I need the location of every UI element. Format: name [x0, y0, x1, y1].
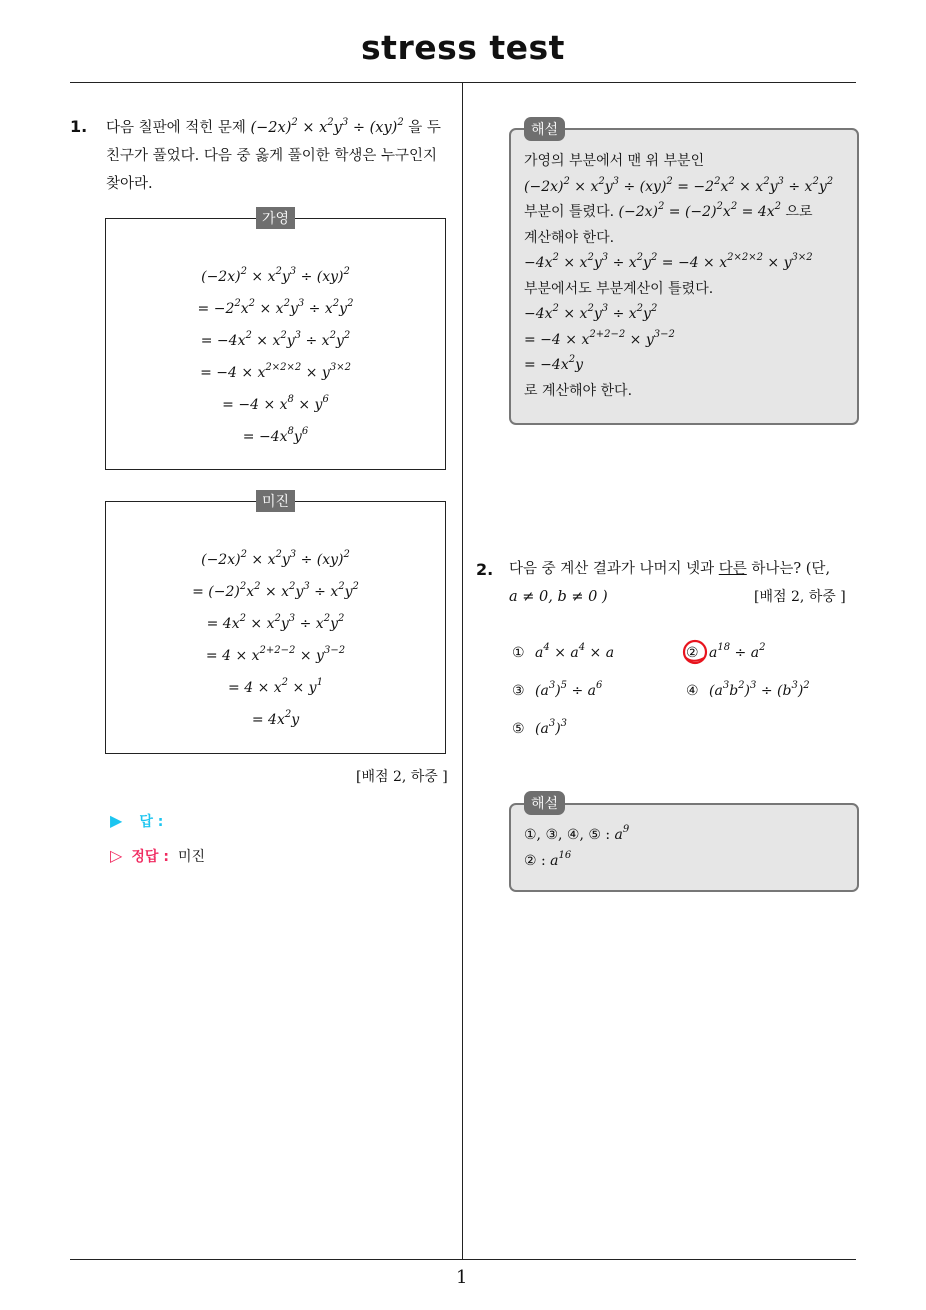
answer-line: [110, 811, 163, 831]
choice-mark: ④: [686, 683, 699, 699]
question-text-line: 친구가 풀었다. 다음 중 옳게 풀이한 학생은 누구인지: [106, 148, 438, 164]
header-rule: [70, 82, 856, 83]
explanation-line: [524, 823, 629, 849]
calc-line: = $-4 \times x^{2\times 2\times 2} \times y^{3\times 2}$: [200, 362, 351, 381]
choice-mark: ②: [686, 645, 699, 661]
calc-line: = $4x^2 \times x^2y^3 \div x^2y^2$: [206, 613, 345, 632]
box-label-mijin: 미진: [256, 490, 295, 512]
explanation-label: 해설: [524, 791, 565, 815]
question-text-part: 하나는? (단,: [751, 561, 831, 577]
calc-line: = $4 \times x^{2+2-2} \times y^{3-2}$: [205, 645, 346, 664]
choice-4[interactable]: [686, 680, 810, 699]
question-text-line: 찾아라.: [106, 176, 153, 192]
column-divider: [462, 83, 463, 1259]
explanation-text: 으로: [785, 204, 813, 220]
explanation-expression: $(-2x)^2 = (-2)^2x^2 = 4x^2$: [618, 201, 782, 220]
calc-line: = $-2^2x^2 \times x^2y^3 \div x^2y^2$: [197, 298, 354, 317]
question-text: [106, 114, 458, 198]
score-info: [배점 2, 하중 ]: [356, 769, 448, 785]
choice-mark: ⑤: [512, 721, 525, 737]
problem-expression: $(-2x)^2 \times x^2y^3 \div (xy)^2$: [250, 117, 404, 136]
choice-expression: $a^{18} \div a^2$: [709, 642, 766, 661]
explanation-box-q1: [509, 128, 859, 425]
explanation-text: 부분이 틀렸다.: [524, 204, 615, 220]
solution-box-mijin: [105, 501, 446, 754]
question-text-part: 다음 중 계산 결과가 나머지 넷과: [509, 561, 715, 577]
answer-label: 답 :: [139, 814, 164, 830]
explanation-line: = $-4 \times x^{2+2-2} \times y^{3-2}$: [524, 328, 675, 348]
correct-answer-label: 정답 :: [131, 849, 169, 865]
calc-line: = $(-2)^2x^2 \times x^2y^3 \div x^2y^2$: [192, 581, 359, 600]
choice-expression: $(a^3)^5 \div a^6$: [535, 680, 603, 699]
page-number: 1: [456, 1267, 468, 1288]
question-number: 2.: [476, 560, 494, 579]
question-text-part: 을 두: [408, 120, 441, 136]
explanation-line: 계산해야 한다.: [524, 229, 615, 246]
calc-line: $(-2x)^2 \times x^2y^3 \div (xy)^2$: [201, 549, 350, 568]
explanation-text: ①, ③, ④, ⑤ :: [524, 827, 611, 843]
choice-1[interactable]: [512, 642, 615, 661]
score-info: [배점 2, 하중 ]: [754, 589, 846, 605]
question-number: 1.: [70, 117, 88, 136]
selected-circle-icon: [680, 638, 710, 666]
calc-line: = $-4 \times x^8 \times y^6$: [222, 394, 329, 413]
explanation-text: ② :: [524, 852, 546, 869]
play-outline-icon: ▷: [110, 846, 123, 865]
page-title: stress test: [361, 28, 565, 67]
play-icon: ▶: [110, 811, 123, 830]
calc-line: = $-4x^8y^6$: [242, 426, 309, 445]
explanation-label: 해설: [524, 117, 565, 141]
choice-expression: $(a^3b^2)^3 \div (b^3)^2$: [709, 680, 810, 699]
question-text-part: 다음 칠판에 적힌 문제: [106, 120, 246, 136]
box-label-gayoung: 가영: [256, 207, 295, 229]
calc-line: = $4 \times x^2 \times y^1$: [228, 677, 323, 696]
explanation-expression: $a^9$: [614, 824, 630, 843]
explanation-line: $(-2x)^2 \times x^2y^3 \div (xy)^2 = -2^2x^2 \times x^2y^3 \div x^2y^2$: [524, 175, 834, 195]
explanation-line: 로 계산해야 한다.: [524, 382, 633, 399]
explanation-line: $-4x^2 \times x^2y^3 \div x^2y^2$: [524, 303, 658, 322]
footer-rule: [70, 1259, 856, 1260]
explanation-line: [524, 849, 629, 875]
explanation-box-q2: [509, 803, 859, 892]
choice-3[interactable]: [512, 680, 603, 699]
calc-line: = $4x^2y$: [251, 709, 300, 728]
correct-answer-line: [110, 846, 205, 866]
explanation-line: $-4x^2 \times x^2y^3 \div x^2y^2 = -4 \times x^{2\times 2\times 2} \times y^{3\times 2}$: [524, 252, 813, 271]
choice-expression: $a^4 \times a^4 \times a$: [535, 642, 615, 661]
explanation-line: 가영의 부분에서 맨 위 부분인: [524, 153, 705, 169]
choice-mark: ①: [512, 645, 525, 661]
choice-expression: $(a^3)^3$: [535, 718, 568, 737]
explanation-line: 부분에서도 부분계산이 틀렸다.: [524, 280, 714, 297]
explanation-line: [524, 200, 833, 226]
question-condition: a ≠ 0, b ≠ 0 ): [509, 589, 608, 605]
underlined-word: 다른: [718, 561, 747, 577]
explanation-expression: $a^{16}$: [550, 849, 572, 869]
choice-5[interactable]: [512, 718, 568, 737]
explanation-line: = $-4x^2y$: [524, 354, 584, 373]
solution-box-gayoung: [105, 218, 446, 470]
calc-line: = $-4x^2 \times x^2y^3 \div x^2y^2$: [200, 330, 351, 349]
choice-mark: ③: [512, 683, 525, 699]
calc-line: $(-2x)^2 \times x^2y^3 \div (xy)^2$: [201, 266, 350, 285]
correct-answer-value: 미진: [178, 849, 206, 865]
